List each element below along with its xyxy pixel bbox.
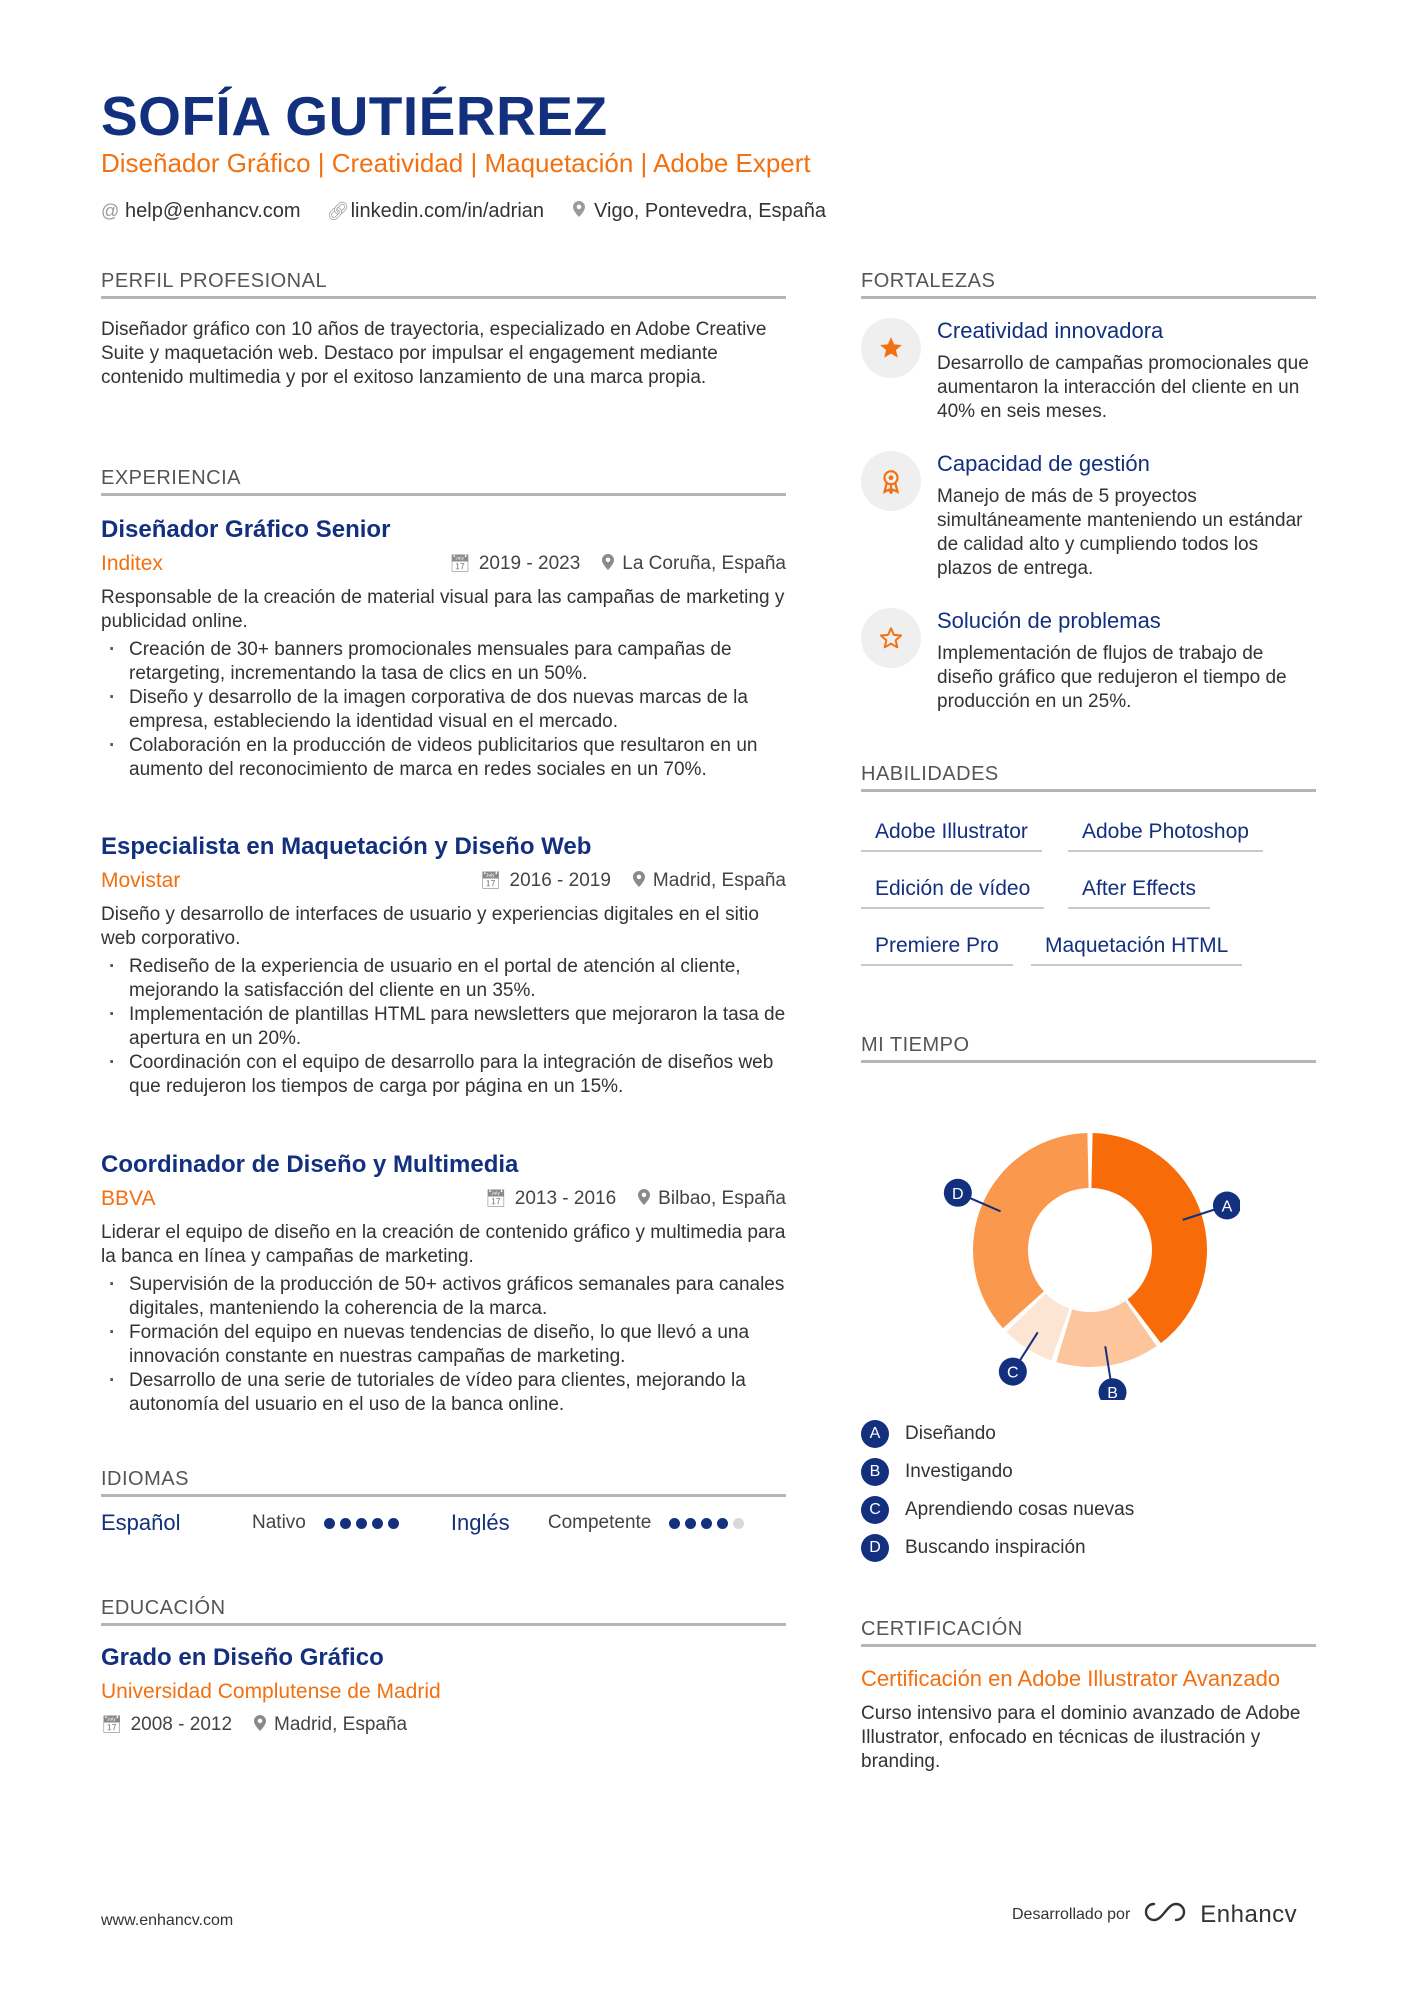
callout-label: C (1007, 1364, 1019, 1382)
company-name: Movistar (101, 869, 181, 892)
location-pin-icon (254, 1715, 266, 1736)
legend-badge: D (861, 1534, 889, 1562)
location-pin-icon (570, 201, 588, 222)
section-title-time: MI TIEMPO (861, 1034, 970, 1056)
email-text: help@enhancv.com (125, 200, 301, 222)
job-location: Madrid, España (652, 870, 786, 891)
experience-entry (101, 1151, 786, 1417)
strength-title: Solución de problemas (937, 608, 1161, 633)
headline: Diseñador Gráfico | Creatividad | Maquetación | Adobe Expert (101, 148, 811, 178)
language-level: Nativo (252, 1512, 306, 1533)
section-title-languages: IDIOMAS (101, 1468, 189, 1490)
brand-name: Enhancv (1200, 1900, 1298, 1928)
rating-dot (340, 1518, 351, 1529)
achievement-item: · Formación del equipo en nuevas tendencias de diseño, lo que llevó a una innovación constante en nuestras campañas de marketing. (101, 1321, 786, 1369)
job-location: Bilbao, España (658, 1188, 786, 1209)
contact-linkedin[interactable] (327, 200, 544, 223)
skill-tag: Adobe Illustrator (861, 820, 1042, 852)
legend-badge: A (861, 1420, 889, 1448)
section-divider (861, 1060, 1316, 1063)
section-divider (101, 493, 786, 496)
section-title-education: EDUCACIÓN (101, 1597, 226, 1619)
profile-summary: Diseñador gráfico con 10 años de trayectoria, especializado en Adobe Creative Suite y maquetación web. Destaco por impulsar el engagement mediante contenido multimedia y por el exitoso lanzamiento de una marca propia. (101, 319, 767, 388)
enhancv-logo-icon (1142, 1900, 1188, 1929)
contact-location (570, 200, 826, 223)
star-outline-icon (861, 608, 921, 668)
donut-slice-d (973, 1133, 1089, 1328)
legend-item (861, 1496, 1134, 1524)
experience-entry (101, 516, 786, 782)
education-location: Madrid, España (274, 1714, 408, 1735)
legend-item (861, 1420, 996, 1448)
contact-bar (101, 200, 826, 223)
section-title-strengths: FORTALEZAS (861, 270, 996, 292)
company-name: BBVA (101, 1187, 156, 1210)
achievement-item: · Implementación de plantillas HTML para newsletters que mejoraron la tasa de apertura en un 20%. (101, 1003, 786, 1051)
legend-label: Investigando (905, 1461, 1013, 1482)
award-ribbon-icon (861, 451, 921, 511)
language-level: Competente (547, 1512, 652, 1533)
achievement-item: · Desarrollo de una serie de tutoriales de vídeo para clientes, mejorando la autonomía del usuario en el uso de la banca online. (101, 1369, 786, 1417)
rating-dot (324, 1518, 335, 1529)
calendar-icon: 📅︎ (449, 554, 471, 573)
footer-website[interactable]: www.enhancv.com (101, 1912, 234, 1929)
rating-dot (685, 1518, 696, 1529)
location-text: Vigo, Pontevedra, España (594, 200, 827, 222)
calendar-icon: 📅︎ (485, 1189, 507, 1208)
job-description: Responsable de la creación de material visual para las campañas de marketing y publicidad online. (101, 587, 785, 632)
section-title-experience: EXPERIENCIA (101, 467, 241, 489)
language-rating (324, 1518, 399, 1529)
rating-dot (372, 1518, 383, 1529)
skill-tag: After Effects (1068, 877, 1210, 909)
rating-dot (388, 1518, 399, 1529)
callout-label: B (1107, 1385, 1118, 1400)
job-description: Liderar el equipo de diseño en la creación de contenido gráfico y multimedia para la banca en línea y campañas de marketing. (101, 1222, 786, 1267)
skill-tag: Adobe Photoshop (1068, 820, 1263, 852)
achievement-list (101, 1273, 786, 1417)
time-donut-chart (940, 1100, 1240, 1400)
section-divider (861, 1644, 1316, 1647)
footer-branding (1012, 1900, 1297, 1929)
strength-title: Capacidad de gestión (937, 451, 1150, 476)
section-divider (101, 1623, 786, 1626)
skill-tag: Maquetación HTML (1031, 934, 1242, 966)
legend-label: Diseñando (905, 1423, 996, 1444)
section-title-skills: HABILIDADES (861, 763, 999, 785)
location-pin-icon (602, 554, 614, 575)
job-dates: 2013 - 2016 (514, 1188, 617, 1209)
degree-title: Grado en Diseño Gráfico (101, 1644, 384, 1671)
strength-title: Creatividad innovadora (937, 318, 1164, 343)
calendar-icon: 📅︎ (479, 871, 502, 890)
contact-email[interactable] (101, 200, 301, 223)
job-title: Diseñador Gráfico Senior (101, 516, 391, 543)
rating-dot (733, 1518, 744, 1529)
job-title: Coordinador de Diseño y Multimedia (101, 1151, 519, 1178)
strength-description: Desarrollo de campañas promocionales que aumentaron la interacción del cliente en un 40% en seis meses. (937, 353, 1309, 422)
strength-item (861, 608, 1316, 718)
strength-description: Manejo de más de 5 proyectos simultáneamente manteniendo un estándar de calidad alto y cumpliendo todos los plazos de entrega. (937, 486, 1303, 579)
legend-label: Aprendiendo cosas nuevas (905, 1499, 1135, 1520)
strength-description: Implementación de flujos de trabajo de diseño gráfico que redujeron el tiempo de producción en un 25%. (937, 643, 1287, 712)
rating-dot (701, 1518, 712, 1529)
achievement-item: · Coordinación con el equipo de desarrollo para la integración de diseños web que redujeron los tiempos de carga por página en un 15%. (101, 1051, 786, 1099)
legend-item (861, 1534, 1086, 1562)
callout-label: D (952, 1185, 964, 1203)
star-icon (861, 318, 921, 378)
section-divider (861, 789, 1316, 792)
legend-item (861, 1458, 1013, 1486)
rating-dot (356, 1518, 367, 1529)
powered-by-text: Desarrollado por (1012, 1905, 1131, 1923)
link-icon: 🔗︎ (326, 201, 350, 221)
job-description: Diseño y desarrollo de interfaces de usuario y experiencias digitales en el sitio web corporativo. (101, 904, 759, 949)
achievement-list (101, 955, 786, 1099)
achievement-item: · Rediseño de la experiencia de usuario en el portal de atención al cliente, mejorando la satisfacción del cliente en un 35%. (101, 955, 786, 1003)
language-name: Español (101, 1510, 181, 1535)
section-title-profile: PERFIL PROFESIONAL (101, 270, 328, 292)
section-divider (861, 296, 1316, 299)
section-divider (101, 296, 786, 299)
at-icon: @ (101, 201, 120, 221)
job-title: Especialista en Maquetación y Diseño Web (101, 833, 592, 860)
achievement-list (101, 638, 786, 782)
legend-badge: C (861, 1496, 889, 1524)
location-pin-icon (633, 871, 645, 892)
skill-tag: Premiere Pro (861, 934, 1013, 966)
school-name: Universidad Complutense de Madrid (101, 1680, 441, 1703)
candidate-name: SOFÍA GUTIÉRREZ (101, 85, 608, 147)
location-pin-icon (638, 1189, 650, 1210)
achievement-item: · Colaboración en la producción de videos publicitarios que resultaron en un aumento del reconocimiento de marca en redes sociales en un 70%. (101, 734, 786, 782)
calendar-icon: 📅︎ (101, 1715, 123, 1734)
job-dates: 2019 - 2023 (478, 553, 581, 574)
company-name: Inditex (101, 552, 163, 575)
education-entry (101, 1644, 786, 1736)
section-divider (101, 1494, 786, 1497)
strength-item (861, 318, 1316, 428)
legend-badge: B (861, 1458, 889, 1486)
skill-tag: Edición de vídeo (861, 877, 1044, 909)
achievement-item: · Supervisión de la producción de 50+ activos gráficos semanales para canales digitales, manteniendo la coherencia de la marca. (101, 1273, 786, 1321)
callout-label: A (1221, 1198, 1233, 1216)
certification-description: Curso intensivo para el dominio avanzado de Adobe Illustrator, enfocado en técnicas de ilustración y branding. (861, 1703, 1301, 1772)
job-location: La Coruña, España (622, 553, 786, 574)
linkedin-text: linkedin.com/in/adrian (350, 200, 545, 222)
certification-title: Certificación en Adobe Illustrator Avanzado (861, 1666, 1281, 1691)
language-name: Inglés (450, 1510, 510, 1535)
legend-label: Buscando inspiración (905, 1537, 1086, 1558)
section-title-certification: CERTIFICACIÓN (861, 1618, 1023, 1640)
education-dates: 2008 - 2012 (130, 1714, 233, 1735)
experience-entry (101, 833, 786, 1099)
achievement-item: · Diseño y desarrollo de la imagen corporativa de dos nuevas marcas de la empresa, estableciendo la identidad visual en el mercado. (101, 686, 786, 734)
achievement-item: · Creación de 30+ banners promocionales mensuales para campañas de retargeting, incrementando la tasa de clics en un 50%. (101, 638, 786, 686)
language-rating (669, 1518, 744, 1529)
languages-row (101, 1510, 786, 1536)
strength-item (861, 451, 1316, 581)
rating-dot (669, 1518, 680, 1529)
rating-dot (717, 1518, 728, 1529)
job-dates: 2016 - 2019 (509, 870, 611, 891)
